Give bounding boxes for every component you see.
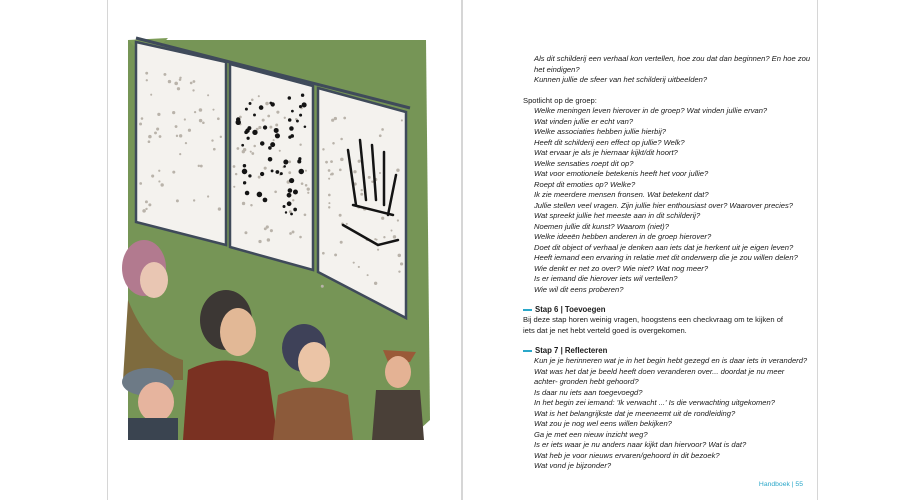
speckle	[199, 108, 203, 112]
dark-dot	[288, 135, 291, 138]
speckle	[301, 182, 304, 185]
spotlight-question: Welke associaties hebben jullie hierbij?	[534, 127, 666, 136]
speckle	[145, 72, 148, 75]
speckle	[250, 151, 252, 153]
speckle	[158, 170, 160, 172]
dark-dot	[243, 164, 246, 167]
speckle	[177, 87, 180, 90]
speckle	[150, 94, 152, 96]
dark-dot	[263, 125, 267, 129]
speckle	[267, 115, 270, 118]
page-footer: Handboek | 55	[758, 481, 803, 488]
speckle	[179, 134, 182, 137]
speckle	[328, 178, 330, 180]
speckle	[151, 175, 154, 178]
dark-dot	[249, 102, 252, 105]
left-page	[108, 0, 461, 500]
dark-dot	[288, 188, 293, 193]
stap6-title: Stap 6 | Toevoegen	[523, 304, 813, 315]
speckle	[331, 119, 334, 122]
speckle	[200, 165, 203, 168]
speckle	[159, 135, 162, 138]
dark-dot	[275, 133, 280, 138]
dark-dot	[293, 208, 297, 212]
stap7-question: Is er iets waar je nu anders naar kijkt dan hiervoor? Wat is dat?	[534, 440, 747, 449]
speckle	[307, 192, 309, 194]
speckle	[275, 123, 278, 126]
speckle	[160, 183, 163, 186]
dark-dot	[283, 205, 286, 208]
dark-dot	[259, 105, 264, 110]
speckle	[393, 235, 396, 238]
speckle	[265, 102, 269, 106]
speckle	[193, 80, 196, 83]
speckle	[148, 203, 151, 206]
museum-illustration	[108, 0, 461, 500]
speckle	[258, 126, 261, 129]
speckle	[288, 160, 291, 163]
intro-question: Als dit schilderij een verhaal kon vertellen, hoe zou dat dan beginnen? En hoe zou	[534, 54, 811, 63]
dark-dot	[275, 170, 279, 174]
speckle	[304, 213, 307, 216]
speckle	[253, 145, 256, 148]
speckle	[379, 172, 381, 174]
dark-dot	[285, 211, 287, 213]
dark-dot	[299, 114, 302, 117]
speckle	[331, 173, 334, 176]
speckle	[374, 282, 377, 285]
spotlight-question: Wie denkt er net zo over? Wie niet? Wat nog meer?	[534, 263, 709, 273]
speckle	[273, 139, 275, 141]
speckle	[379, 134, 382, 137]
speckle	[358, 266, 360, 268]
speckle	[190, 82, 193, 85]
speckle	[339, 169, 342, 172]
speckle	[218, 207, 221, 210]
speckle	[381, 128, 384, 131]
stap7-question: Wat is het belangrijkste dat je meeneemt uit de rondleiding?	[534, 408, 736, 418]
spotlight-question: Roept dit emoties op? Welke?	[534, 179, 636, 189]
speckle	[361, 189, 363, 191]
dark-dot	[270, 142, 275, 147]
speckle	[148, 140, 151, 143]
speckle	[233, 165, 236, 168]
dark-dot	[247, 137, 250, 140]
dark-dot	[297, 159, 301, 163]
speckle	[146, 79, 148, 81]
dark-dot	[288, 96, 292, 100]
speckle	[374, 238, 376, 240]
dark-dot	[289, 126, 294, 131]
speckle	[157, 113, 160, 116]
speckle	[250, 204, 252, 206]
speckle	[163, 73, 166, 76]
dark-dot	[287, 193, 292, 198]
speckle	[179, 153, 181, 155]
section-dash-icon	[523, 309, 532, 311]
speckle	[328, 169, 331, 172]
speckle	[353, 170, 356, 173]
dark-dot	[275, 129, 278, 132]
stap7-question: Wat zou je nog wel eens willen bekijken?	[534, 419, 672, 428]
speckle	[194, 111, 196, 113]
speckle	[305, 184, 308, 187]
speckle	[258, 95, 260, 97]
speckle	[299, 144, 301, 146]
speckle	[305, 170, 307, 172]
speckle	[377, 249, 379, 251]
dark-dot	[248, 174, 251, 177]
stap7-title: Stap 7 | Reflecteren	[523, 345, 813, 356]
speckle	[396, 169, 399, 172]
section-dash-icon	[523, 350, 532, 352]
spotlight-question: Jullie stellen veel vragen. Zijn jullie hier enthousiast over? Waarover precies?	[534, 200, 794, 210]
speckle	[237, 147, 240, 150]
speckle	[142, 209, 146, 213]
speckle	[299, 236, 302, 239]
speckle	[213, 148, 216, 151]
dark-dot	[252, 130, 257, 135]
dark-dot	[287, 201, 292, 206]
speckle	[328, 202, 330, 204]
speckle	[172, 111, 175, 114]
stap7-question: Kun je je herinneren wat je in het begin hebt gezegd en is daar iets in veranderd?	[534, 356, 808, 365]
speckle	[267, 238, 270, 241]
dark-dot	[288, 118, 292, 122]
spotlight-question: Wat voor emotionele betekenis heeft het voor jullie?	[534, 169, 709, 178]
spotlight-question: Wat spreekt jullie het meeste aan in dit schilderij?	[534, 211, 701, 220]
dark-dot	[263, 198, 268, 203]
speckle	[360, 193, 363, 196]
dark-dot	[243, 181, 246, 184]
stap6-body: iets dat je net hebt verteld goed is overgekomen.	[523, 325, 687, 335]
speckle	[244, 231, 247, 234]
speckle	[258, 240, 261, 243]
speckle	[322, 148, 324, 150]
dark-dot	[245, 108, 248, 111]
speckle	[242, 202, 245, 205]
dark-dot	[291, 110, 294, 113]
speckle	[340, 241, 343, 244]
speckle	[289, 232, 292, 235]
speckle	[176, 135, 178, 137]
speckle	[176, 199, 179, 202]
speckle	[398, 270, 400, 272]
speckle	[154, 131, 157, 134]
dark-dot	[269, 102, 272, 105]
speckle	[207, 195, 209, 197]
speckle	[139, 182, 142, 185]
spotlight-question: Heeft iemand een ervaring in relatie met dit onderwerp die je zou willen delen?	[534, 253, 798, 262]
speckle	[400, 262, 403, 265]
speckle	[179, 78, 182, 81]
right-page	[463, 0, 817, 500]
speckle	[158, 180, 160, 182]
spotlight-question: Wie wil dit eens proberen?	[534, 284, 624, 294]
dark-dot	[283, 165, 286, 168]
handbook-text	[523, 54, 813, 472]
speckle	[334, 253, 337, 256]
speckle	[220, 136, 222, 138]
intro-question: het eindigen?	[534, 64, 580, 74]
speckle	[401, 119, 403, 121]
dark-dot	[271, 169, 274, 172]
speckle	[174, 82, 178, 86]
speckle	[307, 188, 310, 191]
speckle	[325, 161, 328, 164]
speckle	[262, 119, 265, 122]
speckle	[217, 117, 220, 120]
speckle	[139, 122, 142, 125]
speckle	[172, 171, 175, 174]
speckle	[141, 117, 144, 120]
speckle	[251, 99, 254, 102]
speckle	[243, 148, 246, 151]
stap6-body: Bij deze stap horen weinig vragen, hoogstens een checkvraag om te kijken of	[523, 315, 784, 324]
speckle	[358, 160, 361, 163]
speckle	[292, 199, 294, 201]
spotlight-question: Ik zie meerdere mensen fronsen. Wat betekent dat?	[534, 190, 709, 199]
speckle	[332, 142, 335, 145]
spotlight-question: Is er iemand die hierover iets wil vertellen?	[534, 274, 678, 283]
dark-dot	[245, 191, 250, 196]
speckle	[340, 158, 344, 162]
speckle	[145, 200, 148, 203]
speckle	[322, 252, 325, 255]
speckle	[168, 80, 171, 83]
dark-dot	[260, 141, 265, 146]
speckle	[292, 231, 295, 234]
speckle	[328, 194, 331, 197]
speckle	[233, 186, 235, 188]
stap7-question: Ga je met een nieuw inzicht weg?	[534, 429, 648, 439]
speckle	[211, 139, 213, 141]
speckle	[212, 109, 214, 111]
stap7-question: Wat vond je bijzonder?	[534, 461, 612, 470]
speckle	[193, 199, 195, 201]
speckle	[368, 176, 371, 179]
spotlight-question: Doet dit object of verhaal je denken aan iets dat je herkent uit je eigen leven?	[534, 242, 794, 252]
speckle	[270, 229, 273, 232]
speckle	[274, 190, 277, 193]
speckle	[198, 165, 200, 167]
spotlight-question: Wat ervaar je als je hiernaar kijkt/dit hoort?	[534, 148, 678, 157]
speckle	[279, 150, 281, 152]
speckle	[188, 129, 191, 132]
speckle	[353, 262, 355, 264]
dark-dot	[280, 172, 283, 175]
dark-dot	[242, 169, 248, 175]
dark-dot	[236, 120, 241, 125]
speckle	[340, 138, 343, 141]
speckle	[175, 125, 178, 128]
speckle	[328, 206, 330, 208]
speckle	[339, 214, 342, 217]
speckle	[383, 236, 385, 238]
stap7-question: Wat heb je voor nieuws ervaren/gehoord in dit bezoek?	[534, 450, 720, 460]
speckle	[371, 181, 373, 183]
dark-dot	[289, 178, 294, 183]
spotlight-question: Welke ideeën hebben anderen in de groep hierover?	[534, 232, 712, 241]
speckle	[264, 227, 267, 230]
speckle	[390, 230, 392, 232]
spotlight-question: Welke sensaties roept dit op?	[534, 158, 634, 168]
dark-dot	[268, 146, 272, 150]
intro-question: Kunnen jullie de sfeer van het schilderij uitbeelden?	[534, 75, 708, 84]
speckle	[202, 121, 205, 124]
dark-dot	[253, 114, 256, 117]
speckle	[148, 135, 152, 139]
speckle	[330, 160, 333, 163]
speckle	[185, 142, 187, 144]
stap7-question: Wat was het dat je beeld heeft doen veranderen over... doordat je nu meer	[534, 366, 785, 376]
speckle	[145, 208, 147, 210]
speckle	[321, 285, 324, 288]
dark-dot	[302, 102, 307, 107]
dark-dot	[260, 172, 264, 176]
speckle	[192, 89, 194, 91]
dark-dot	[296, 120, 299, 123]
spotlight-heading: Spotlicht op de groep:	[523, 95, 597, 105]
speckle	[381, 217, 384, 220]
dark-dot	[301, 94, 304, 97]
speckle	[269, 126, 272, 129]
stap7-question: In het begin zei iemand: 'Ik verwacht ...' Is die verwachting uitgekomen?	[534, 398, 775, 407]
speckle	[288, 171, 291, 174]
speckle	[156, 127, 159, 130]
dark-dot	[241, 144, 244, 147]
dark-dot	[293, 190, 298, 195]
speckle	[264, 167, 267, 170]
stap7-question: Is daar nu iets aan toegevoegd?	[534, 387, 643, 397]
speckle	[199, 119, 202, 122]
speckle	[284, 117, 286, 119]
dark-dot	[268, 157, 273, 162]
speckle	[251, 152, 254, 155]
speckle	[397, 219, 399, 221]
stap7-question: achter- gronden hebt gehoord?	[534, 377, 639, 386]
speckle	[258, 176, 261, 179]
dark-dot	[257, 192, 263, 198]
speckle	[276, 111, 279, 114]
speckle	[184, 118, 186, 120]
speckle	[207, 94, 209, 96]
speckle	[343, 117, 346, 120]
dark-dot	[290, 213, 293, 216]
spotlight-question: Noemen jullie dit kunst? Waarom (niet)?	[534, 221, 669, 231]
speckle	[398, 254, 401, 257]
speckle	[346, 223, 348, 225]
spotlight-question: Wat vinden jullie er echt van?	[534, 116, 634, 126]
dark-dot	[299, 169, 304, 174]
dark-dot	[283, 160, 288, 165]
spotlight-question: Welke meningen leven hierover in de groep? Wat vinden jullie ervan?	[534, 106, 768, 115]
dark-dot	[245, 128, 249, 132]
speckle	[235, 173, 237, 175]
dark-dot	[299, 105, 302, 108]
spotlight-question: Heeft dit schilderij een effect op jullie? Welk?	[534, 137, 685, 147]
dark-dot	[304, 125, 307, 128]
speckle	[367, 274, 369, 276]
